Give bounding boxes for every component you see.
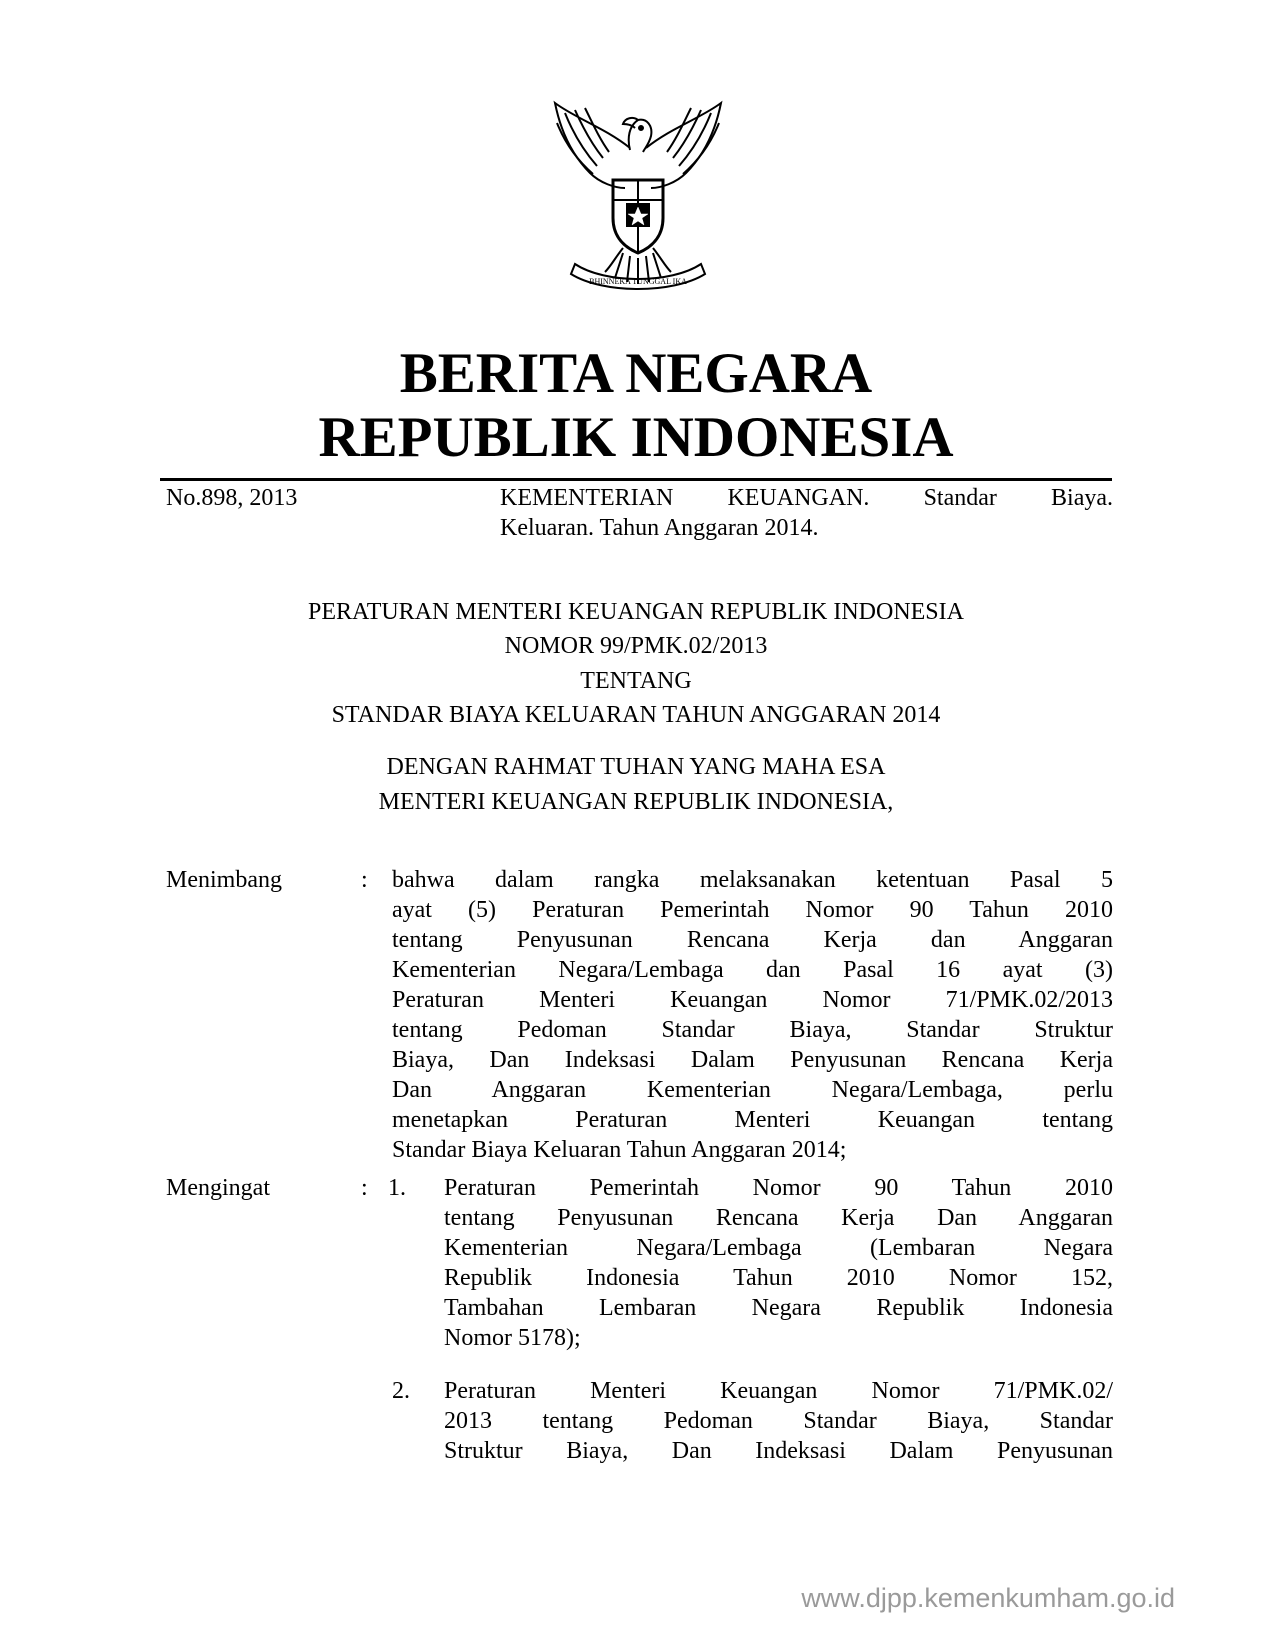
mengingat-item-text	[444, 1173, 1113, 1353]
gazette-subject-line1: KEMENTERIAN KEUANGAN. Standar Biaya.	[500, 485, 1113, 511]
garuda-emblem-icon	[535, 88, 741, 294]
mengingat-item-text	[444, 1376, 1113, 1466]
gazette-number: No.898, 2013	[166, 485, 298, 511]
text-line: Republik Indonesia Tahun 2010 Nomor 152,	[444, 1265, 1113, 1291]
mengingat-item-number: 2.	[392, 1378, 410, 1404]
invocation: DENGAN RAHMAT TUHAN YANG MAHA ESA	[386, 754, 886, 780]
svg-text:BHINNEKA TUNGGAL IKA: BHINNEKA TUNGGAL IKA	[589, 277, 687, 286]
footer-url: www.djpp.kemenkumham.go.id	[801, 1583, 1175, 1613]
text-line: Struktur Biaya, Dan Indeksasi Dalam Penyusunan	[444, 1438, 1113, 1464]
menimbang-text	[392, 865, 1113, 1165]
text-line: tentang Penyusunan Rencana Kerja dan Anggaran	[392, 927, 1113, 953]
regulation-subject: STANDAR BIAYA KELUARAN TAHUN ANGGARAN 2014	[331, 702, 941, 728]
regulation-title: PERATURAN MENTERI KEUANGAN REPUBLIK INDONESIA	[308, 599, 964, 625]
text-line: bahwa dalam rangka melaksanakan ketentuan Pasal 5	[392, 867, 1113, 893]
regulation-number: NOMOR 99/PMK.02/2013	[504, 633, 768, 659]
text-line: Peraturan Menteri Keuangan Nomor 71/PMK.02/	[444, 1378, 1113, 1404]
text-line: menetapkan Peraturan Menteri Keuangan tentang	[392, 1107, 1113, 1133]
text-line: Kementerian Negara/Lembaga dan Pasal 16 ayat (3)	[392, 957, 1113, 983]
gazette-subject-line2: Keluaran. Tahun Anggaran 2014.	[500, 515, 819, 541]
masthead-rule	[160, 478, 1112, 481]
text-line: Kementerian Negara/Lembaga (Lembaran Negara	[444, 1235, 1113, 1261]
text-line: 2013 tentang Pedoman Standar Biaya, Standar	[444, 1408, 1113, 1434]
mengingat-item-number: 1.	[388, 1175, 406, 1201]
menimbang-colon: :	[361, 867, 368, 893]
text-line: Peraturan Menteri Keuangan Nomor 71/PMK.02/2013	[392, 987, 1113, 1013]
text-line: Biaya, Dan Indeksasi Dalam Penyusunan Rencana Kerja	[392, 1047, 1113, 1073]
mengingat-label: Mengingat	[166, 1175, 270, 1201]
text-line: tentang Penyusunan Rencana Kerja Dan Anggaran	[444, 1205, 1113, 1231]
masthead-title: BERITA NEGARA	[399, 342, 873, 405]
issuer: MENTERI KEUANGAN REPUBLIK INDONESIA,	[378, 789, 894, 815]
masthead-subtitle: REPUBLIK INDONESIA	[318, 406, 954, 469]
text-line: tentang Pedoman Standar Biaya, Standar Struktur	[392, 1017, 1113, 1043]
regulation-about: TENTANG	[580, 668, 692, 694]
text-line: Peraturan Pemerintah Nomor 90 Tahun 2010	[444, 1175, 1113, 1201]
mengingat-colon: :	[361, 1175, 368, 1201]
text-line: ayat (5) Peraturan Pemerintah Nomor 90 Tahun 2010	[392, 897, 1113, 923]
text-line: Nomor 5178);	[444, 1325, 581, 1351]
text-line: Dan Anggaran Kementerian Negara/Lembaga, perlu	[392, 1077, 1113, 1103]
text-line: Standar Biaya Keluaran Tahun Anggaran 2014;	[392, 1137, 847, 1163]
menimbang-label: Menimbang	[166, 867, 282, 893]
text-line: Tambahan Lembaran Negara Republik Indonesia	[444, 1295, 1113, 1321]
